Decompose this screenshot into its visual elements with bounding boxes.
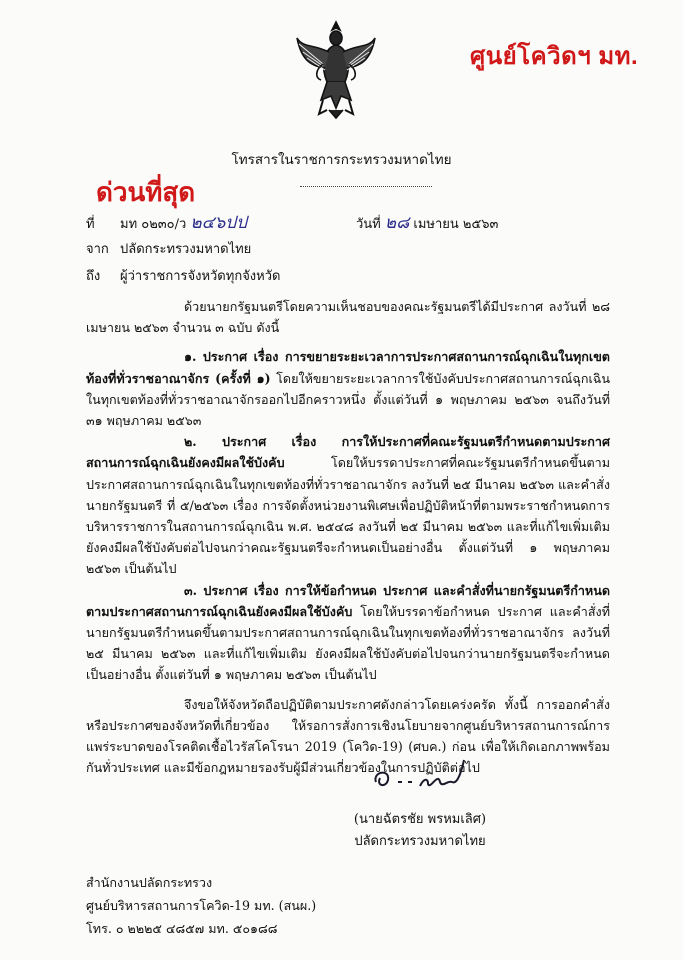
signer-name: (นายฉัตรชัย พรหมเลิศ) xyxy=(353,812,487,827)
item-3-paragraph xyxy=(86,580,610,686)
footer-office: สำนักงานปลัดกระทรวง xyxy=(86,875,213,890)
to-row xyxy=(86,265,280,286)
receive-dotted-line xyxy=(300,186,432,187)
document-header: โทรสารในราชการกระทรวงมหาดไทย xyxy=(231,152,452,168)
item-2-paragraph xyxy=(86,431,610,579)
handwritten-number: ๒๔๖ปป xyxy=(190,213,247,232)
document-number-row xyxy=(86,209,247,236)
item-1-heading: ๑. ประกาศ เรื่อง การขยายระยะเวลาการประกาศสถานการณ์ฉุกเฉินในทุกเขตท้องที่ทั่วราชอาณาจักร (ครั้งที่ ๑) xyxy=(86,349,610,386)
from-label: จาก xyxy=(86,242,109,257)
number-label: ที่ xyxy=(86,217,95,232)
footer-tel: โทร. ๐ ๒๒๒๕ ๔๘๕๗ มท. ๕๐๑๘๘ xyxy=(86,921,278,936)
garuda-emblem-icon xyxy=(293,18,379,122)
intro-paragraph: ด้วยนายกรัฐมนตรีโดยความเห็นชอบของคณะรัฐมนตรีได้มีประกาศ ลงวันที่ ๒๘ เมษายน ๒๕๖๓ จำนวน ๓ ฉบับ ดังนี้ xyxy=(86,299,610,336)
signer-title: ปลัดกระทรวงมหาดไทย xyxy=(354,834,486,849)
closing-paragraph: จึงขอให้จังหวัดถือปฏิบัติตามประกาศดังกล่าวโดยเคร่งครัด ทั้งนี้ การออกคำสั่งหรือประกาศของจังหวัดที่เกี่ยวข้อง ให้รอการสั่งการเชิงนโยบายจากศูนย์บริหารสถานการณ์การแพร่ระบาดของโรคติดเชื้อไวรัสโคโรนา 2019 (โควิด-19) (ศบค.) ก่อน เพื่อให้เกิดเอกภาพพร้อมกันทั่วประเทศ และมีข้อกฎหมายรองรับผู้มีส่วนเกี่ยวข้องในการปฏิบัติต่อไป xyxy=(86,696,610,776)
date-row xyxy=(356,209,498,236)
item-1-text: โดยให้ขยายระยะเวลาการใช้บังคับประกาศสถานการณ์ฉุกเฉินในทุกเขตท้องที่ทั่วราชอาณาจักรออกไปอีกคราวหนึ่ง ตั้งแต่วันที่ ๑ พฤษภาคม ๒๕๖๓ จนถึงวันที่ ๓๑ พฤษภาคม ๒๕๖๓ xyxy=(86,370,610,429)
item-3-heading: ๓. ประกาศ เรื่อง การให้ข้อกำหนด ประกาศ และคำสั่งที่นายกรัฐมนตรีกำหนดตามประกาศสถานการณ์ฉุกเฉินยังคงมีผลใช้บังคับ xyxy=(86,582,610,619)
to-value: ผู้ว่าราชการจังหวัดทุกจังหวัด xyxy=(120,269,281,284)
item-2-text: โดยให้บรรดาประกาศที่คณะรัฐมนตรีกำหนดขึ้นตามประกาศสถานการณ์ฉุกเฉินในทุกเขตท้องที่ทั่วราชอาณาจักร ลงวันที่ ๒๕ มีนาคม ๒๕๖๓ และคำสั่งนายกรัฐมนตรี ที่ ๕/๒๕๖๓ เรื่อง การจัดตั้งหน่วยงานพิเศษเพื่อปฏิบัติหน้าที่ตามพระราชกำหนดการบริหารราชการในสถานการณ์ฉุกเฉิน พ.ศ. ๒๕๔๘ ลงวันที่ ๒๕ มีนาคม ๒๕๖๓ และที่แก้ไขเพิ่มเติม ยังคงมีผลใช้บังคับต่อไปจนกว่าคณะรัฐมนตรีจะกำหนดเป็นอย่างอื่น ตั้งแต่วันที่ ๑ พฤษภาคม ๒๕๖๓ เป็นต้นไป xyxy=(86,455,610,577)
number-value: มท ๐๒๓๐/ว xyxy=(120,217,187,232)
from-value: ปลัดกระทรวงมหาดไทย xyxy=(120,242,252,257)
urgency-label: ด่วนที่สุด xyxy=(96,177,196,207)
covid-center-stamp: ศูนย์โควิดฯ มท. xyxy=(470,43,639,70)
date-label: วันที่ xyxy=(356,217,381,232)
signature-mark xyxy=(368,752,478,802)
from-row xyxy=(86,238,251,259)
item-3-text: โดยให้บรรดาข้อกำหนด ประกาศ และคำสั่งที่นายกรัฐมนตรีกำหนดขึ้นตามประกาศสถานการณ์ฉุกเฉินในทุกเขตท้องที่ทั่วราชอาณาจักร ลงวันที่ ๒๕ มีนาคม ๒๕๖๓ และที่แก้ไขเพิ่มเติม ยังคงมีผลใช้บังคับต่อไปจนกว่านายกรัฐมนตรีจะกำหนดเป็นอย่างอื่น ตั้งแต่วันที่ ๑ พฤษภาคม ๒๕๖๓ เป็นต้นไป xyxy=(86,603,610,683)
item-1-paragraph xyxy=(86,346,610,431)
to-label: ถึง xyxy=(86,269,101,284)
item-2-heading: ๒. ประกาศ เรื่อง การให้ประกาศที่คณะรัฐมนตรีกำหนดตามประกาศสถานการณ์ฉุกเฉินยังคงมีผลใช้บังคับ xyxy=(86,434,610,471)
date-month-year: เมษายน ๒๕๖๓ xyxy=(413,217,499,232)
footer-center: ศูนย์บริหารสถานการโควิด-19 มท. (สนผ.) xyxy=(86,898,317,913)
handwritten-day: ๒๘ xyxy=(384,213,410,232)
letter-body xyxy=(86,296,610,778)
